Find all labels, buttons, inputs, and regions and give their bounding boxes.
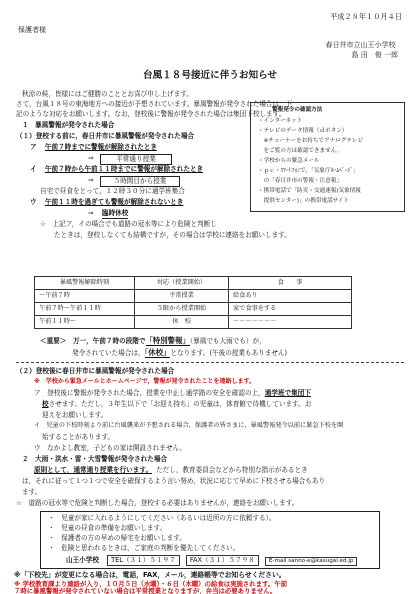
table-header-cell: 暴風警報解除時刻 (35, 277, 135, 290)
table-cell: 〜午前７時 (35, 290, 135, 303)
case-u-text: 午前１１時を過ぎても警報が解除されないとき (44, 198, 184, 206)
case-i-text: 午前７時から午前１１時までに警報が解除されたとき (44, 165, 204, 173)
household-note-1: ・ 児童が家に入れるようにしてください（あるいは近所の方に依頼する）。 (48, 514, 276, 522)
intro-line-1: 秋涼の候，皆様にはご健勝のこととお喜び申し上げます。 (22, 90, 193, 98)
special-warning-label: 「特別警報」 (145, 336, 190, 345)
table-cell: 休 校 (135, 316, 229, 329)
section-2-sub-heading: （２）登校後に春日井市に暴風警報が発令された場合 (16, 367, 175, 375)
sec2-a-line-1-text: ア 登校後に警報が発令された場合，授業を中止し通学路の安全を確認の上， (34, 389, 265, 397)
important-suffix: （暴風でも大雨でも）が， (189, 337, 266, 345)
sec2-a-line-2-emphasis: 校 (42, 400, 49, 408)
case-u-arrow-icon: ⇒ (88, 209, 94, 217)
table-cell: 家で食事をする (229, 303, 352, 316)
section-3-heading: ２ 大雨・洪水・雷・大雪警報が発令された場合 (22, 455, 168, 463)
sec2-a-line-2 (42, 400, 311, 409)
warning-check-heading: 警報発令の確認方法 (272, 107, 323, 113)
addressee: 保護者様 (18, 26, 46, 34)
star-note-2: たときは，登校しなくても結構ですが，その場合は学校に連絡をお願いします。 (54, 231, 291, 239)
table-header-cell: 対応（授業開始） (135, 277, 229, 290)
sec3-line-1-emphasis-b: 通常通り授業を行います。 (73, 466, 153, 474)
case-a (30, 143, 157, 152)
sender-block (326, 40, 398, 60)
sec3-line-1-emphasis-a: 原則として， (34, 466, 74, 474)
table-cell: 給食あり (229, 290, 352, 303)
case-i-result: ５時間目から授業 (100, 176, 180, 187)
table-row (35, 290, 352, 303)
table-header-cell: 食 事 (229, 277, 352, 290)
school-name: 春日井市立山王小学校 (325, 41, 396, 49)
schedule-table (34, 276, 352, 329)
table-cell: －－－－－－－ (229, 316, 352, 329)
case-u-label: ウ (30, 198, 37, 206)
contact-fax[interactable]: FAX（３１）５７９８ (186, 555, 259, 566)
case-i-note: 自宅で昼食をとって，１２時３０分に通学班集合 (40, 187, 185, 195)
sec3-line-1-text: ただし，教育委員会などから特別な指示があるとき (156, 466, 308, 474)
sec3-line-1 (34, 466, 308, 475)
section-1-heading: １ 暴風警報が発令された場合 (22, 121, 115, 129)
section-1-sub-heading: （１）登校する前に，春日井市に暴風警報が発令された場合 (16, 132, 195, 140)
contact-line (66, 555, 357, 566)
sec2-a-line-1-emphasis: 通学班で集団下 (264, 389, 311, 397)
check-item-4: をご覧の方は確認できません。 (258, 148, 343, 154)
sec3-line-2: は，それに従って１つ１つで安全を確保するよう言い努め，状況に応じて早めに下校させる場合もあり (22, 477, 326, 485)
check-item-5: ・学校からの緊急メール (258, 158, 320, 164)
case-a-arrow-icon: ⇒ (88, 154, 94, 162)
table-cell: ５限から授業開始 (135, 303, 229, 316)
sec3-line-3: ます。 (22, 488, 42, 496)
contact-school: 山王小学校 (66, 556, 99, 564)
case-u-result: 臨時休校 (102, 209, 129, 217)
table-cell: 午前１１時〜 (35, 316, 135, 329)
important-line-2-prefix: 発令されていた場合は， (72, 349, 145, 357)
principal-name: 島 田 俊 一郎 (351, 51, 398, 60)
household-note-2: ・ 児童の昼食の準備をお願いします。 (48, 524, 167, 532)
important-line-1 (40, 336, 266, 346)
important-line-2 (72, 348, 287, 358)
case-i-arrow-icon: ⇒ (88, 176, 94, 184)
case-a-result: 平常通り授業 (100, 154, 172, 165)
household-note-4: ・ 危険と思われるときは，ご家庭の判断を優先してください。 (48, 544, 240, 552)
intro-line-2: さて，台風１８号の東海地方への接近が予想されています。暴風警報が発令された場合は，下 (16, 100, 293, 108)
contact-email[interactable]: E-mail sanno-e@kasugai.ed.jp (265, 557, 358, 566)
table-header-row (35, 277, 352, 290)
page-title: 台風１８号接近に伴うお知らせ (142, 70, 278, 81)
sec2-i-line-1: イ 児童の下校時刻より前に台風襲来が予想される場合，保護者の皆さまに，暴風警報発令以前に緊急下校を開 (34, 422, 344, 429)
footer-line-3: ７時に暴風警報が発令されていない場合は平常授業となりますが，弁当は必要ありません。 (14, 587, 277, 594)
sec2-i-line-2: 始することがあります。 (42, 433, 115, 441)
important-line-2-suffix: となります。(午後の授業もありません) (170, 349, 288, 357)
table-row (35, 316, 352, 329)
case-i (30, 165, 203, 174)
emergency-mail-note: ※ 学校から緊急メールとホームページで，警報が発令されたことを連絡します。 (34, 378, 255, 385)
table-cell: 午前７時〜午前１１時 (35, 303, 135, 316)
closure-label: 「休校」 (144, 348, 171, 357)
check-item-8: ・携帯電話で「防災・交通速報(気象情報 (258, 188, 361, 194)
case-a-text: 午前７時までに警報が解除されたとき (44, 143, 157, 151)
intro-line-3: 記のような対応をお願いします。なお，登校後に警報が発令された場合は集団下校します。 (16, 110, 286, 118)
check-item-9: 提供センター)」の携帯電話サイト (258, 198, 350, 204)
footer-line-1: ※「下校先」が変更になる場合は，電話，FAX，メール，連絡帳等でお知らせください。 (14, 571, 286, 579)
sec2-a-line-1 (34, 389, 311, 398)
check-item-7: の「春日井市の警報・注意報」 (258, 178, 342, 184)
footer-line-2: ※ 学校教育課より連絡が入り，１０月５日（水曜）・６日（木曜）の給食は実施されます。午前 (14, 580, 288, 588)
section-divider (16, 362, 404, 363)
sec3-star: ☆ 道路の冠水等で危険と判断した場合，登校する必要はありませんが，連絡をお願いします。 (16, 499, 299, 507)
sec2-u-line: ウ なかよし教室，子どもの家は開設されません。 (34, 444, 187, 452)
sec2-a-line-2-text: させます。ただし，３年生以下で「お迎え持ち」の児童は，体育館で待機しています。お (48, 400, 312, 408)
table-row (35, 303, 352, 316)
case-u (30, 198, 183, 207)
case-i-label: イ (30, 165, 37, 173)
check-item-6: ・ｐｃ・ｽﾏｰﾄﾌｫﾝで，「気象庁ﾎｰﾑﾍﾟｰｼﾞ」 (258, 168, 359, 174)
contact-tel[interactable]: TEL（３１）５１９７ (107, 555, 180, 566)
household-note-3: ・ 保護者の方の早めの帰宅をお願いします。 (48, 534, 186, 542)
sec2-a-line-3: 迎えをお願いします。 (42, 411, 108, 419)
document-date: 平成２８年１０月４日 (330, 12, 402, 21)
check-item-1: ・インターネット (258, 118, 303, 124)
check-item-3: ※チューナーをお持ちでアナログテレビ (258, 138, 364, 144)
check-item-2: ・テレビのデータ情報（ｄボタン） (258, 128, 348, 134)
case-a-label: ア (30, 143, 37, 151)
star-note-1: ☆ 上記ア，イの場合でも道路の冠水等により危険と判断し (40, 220, 217, 228)
table-cell: 平常授業 (135, 290, 229, 303)
important-prefix: ＜重要＞ 万一，午前７時の段階で (40, 337, 146, 345)
